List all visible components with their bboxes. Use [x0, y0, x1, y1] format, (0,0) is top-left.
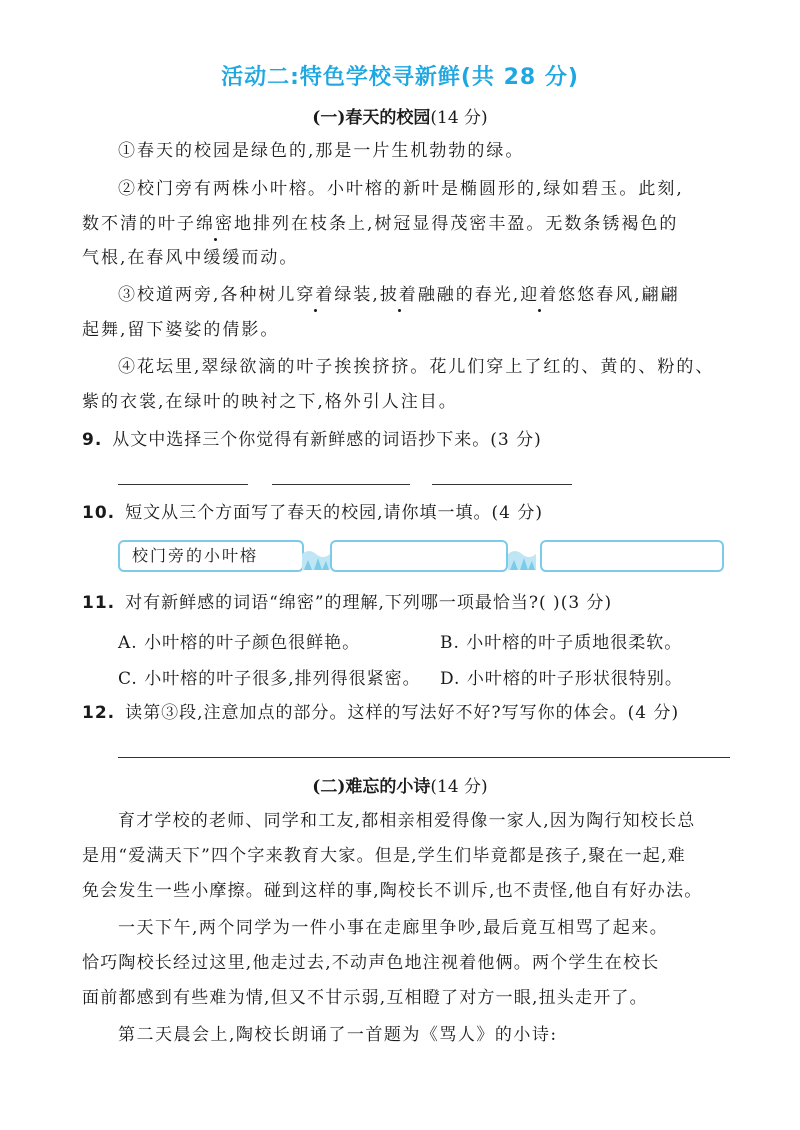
s1-paragraph-1: ①春天的校园是绿色的,那是一片生机勃勃的绿。 — [118, 141, 525, 161]
option-d[interactable]: D. 小叶榕的叶子形状很特别。 — [440, 669, 683, 689]
answer-blank-3[interactable] — [432, 484, 572, 485]
question-10-number: 10. — [82, 503, 116, 523]
answer-blank-2[interactable] — [272, 484, 410, 485]
s2-line-2: 是用“爱满天下”四个字来教育大家。但是,学生们毕竟都是孩子,聚在一起,难 — [82, 846, 686, 866]
question-12-number: 12. — [82, 703, 116, 723]
dotted-word-chuanzhe: 穿着 — [296, 282, 334, 308]
p3-text-a: ③校道两旁,各种树儿 — [118, 285, 297, 305]
p3-text-c: 融融的春光, — [417, 285, 521, 305]
answer-blank-1[interactable] — [118, 484, 248, 485]
section2-heading-text: (二)难忘的小诗 — [312, 777, 431, 797]
question-10 — [82, 500, 742, 526]
section1-points: (14 分) — [430, 108, 488, 128]
p3-text-b: 绿装, — [334, 285, 380, 305]
question-12-text: 读第③段,注意加点的部分。这样的写法好不好?写写你的体会。(4 分) — [125, 703, 680, 723]
wave-connector-1-icon — [302, 544, 330, 570]
fill-in-box-row — [118, 540, 722, 574]
question-9 — [82, 427, 742, 453]
activity-title: 活动二:特色学校寻新鲜(共 28 分) — [221, 65, 579, 90]
s1-paragraph-4-line-2: 紫的衣裳,在绿叶的映衬之下,格外引人注目。 — [82, 392, 458, 412]
s1-paragraph-3-line-2: 起舞,留下婆娑的倩影。 — [82, 320, 280, 340]
option-b[interactable]: B. 小叶榕的叶子质地很柔软。 — [440, 633, 683, 653]
question-10-text: 短文从三个方面写了春天的校园,请你填一填。(4 分) — [125, 503, 544, 523]
s2-line-4: 一天下午,两个同学为一件小事在走廊里争吵,最后竟互相骂了起来。 — [118, 918, 669, 938]
question-11 — [82, 590, 742, 616]
s2-line-5: 恰巧陶校长经过这里,他走过去,不动声色地注视着他俩。两个学生在校长 — [82, 953, 660, 973]
question-11-number: 11. — [82, 593, 116, 613]
fill-box-2[interactable] — [330, 540, 508, 572]
section1-heading-text: (一)春天的校园 — [312, 108, 431, 128]
s1-paragraph-2-line-2 — [82, 211, 722, 237]
wave-connector-2-icon — [508, 544, 536, 570]
question-9-text: 从文中选择三个你觉得有新鲜感的词语抄下来。(3 分) — [112, 430, 542, 450]
s1-paragraph-2-line-1: ②校门旁有两株小叶榕。小叶榕的新叶是椭圆形的,绿如碧玉。此刻, — [118, 179, 684, 199]
section2-heading — [0, 772, 800, 797]
section1-heading — [0, 103, 800, 128]
s1-paragraph-4-line-1: ④花坛里,翠绿欲滴的叶子挨挨挤挤。花儿们穿上了红的、黄的、粉的、 — [118, 357, 715, 377]
p2-text-a: 数不清的叶子 — [82, 214, 196, 234]
answer-line[interactable] — [118, 757, 730, 758]
fill-box-1-text: 校门旁的小叶榕 — [132, 546, 259, 565]
question-12 — [82, 700, 742, 726]
question-9-number: 9. — [82, 430, 103, 450]
question-11-text: 对有新鲜感的词语“绵密”的理解,下列哪一项最恰当?( )(3 分) — [125, 593, 613, 613]
p3-text-e: 悠悠春风,翩翩 — [558, 285, 680, 305]
s1-paragraph-2-line-3: 气根,在春风中缓缓而动。 — [82, 248, 299, 268]
s2-line-7: 第二天晨会上,陶校长朗诵了一首题为《骂人》的小诗: — [118, 1025, 558, 1045]
p2-text-b: 地排列在枝条上,树冠显得茂密丰盈。无数条锈褐色的 — [234, 214, 679, 234]
s2-line-6: 面前都感到有些难为情,但又不甘示弱,互相瞪了对方一眼,扭头走开了。 — [82, 988, 648, 1008]
section2-points: (14 分) — [430, 777, 488, 797]
fill-box-1[interactable] — [118, 540, 304, 572]
dotted-word-mianmi: 绵密 — [196, 211, 234, 237]
option-a[interactable]: A. 小叶榕的叶子颜色很鲜艳。 — [118, 633, 361, 653]
fill-box-3[interactable] — [540, 540, 724, 572]
option-c[interactable]: C. 小叶榕的叶子很多,排列得很紧密。 — [118, 669, 421, 689]
dotted-word-pizhe: 披着 — [380, 282, 418, 308]
s2-line-3: 免会发生一些小摩擦。碰到这样的事,陶校长不训斥,也不责怪,他自有好办法。 — [82, 881, 703, 901]
s1-paragraph-3-line-1 — [118, 282, 758, 308]
dotted-word-yingzhe: 迎着 — [520, 282, 558, 308]
s2-line-1: 育才学校的老师、同学和工友,都相亲相爱得像一家人,因为陶行知校长总 — [118, 811, 696, 831]
